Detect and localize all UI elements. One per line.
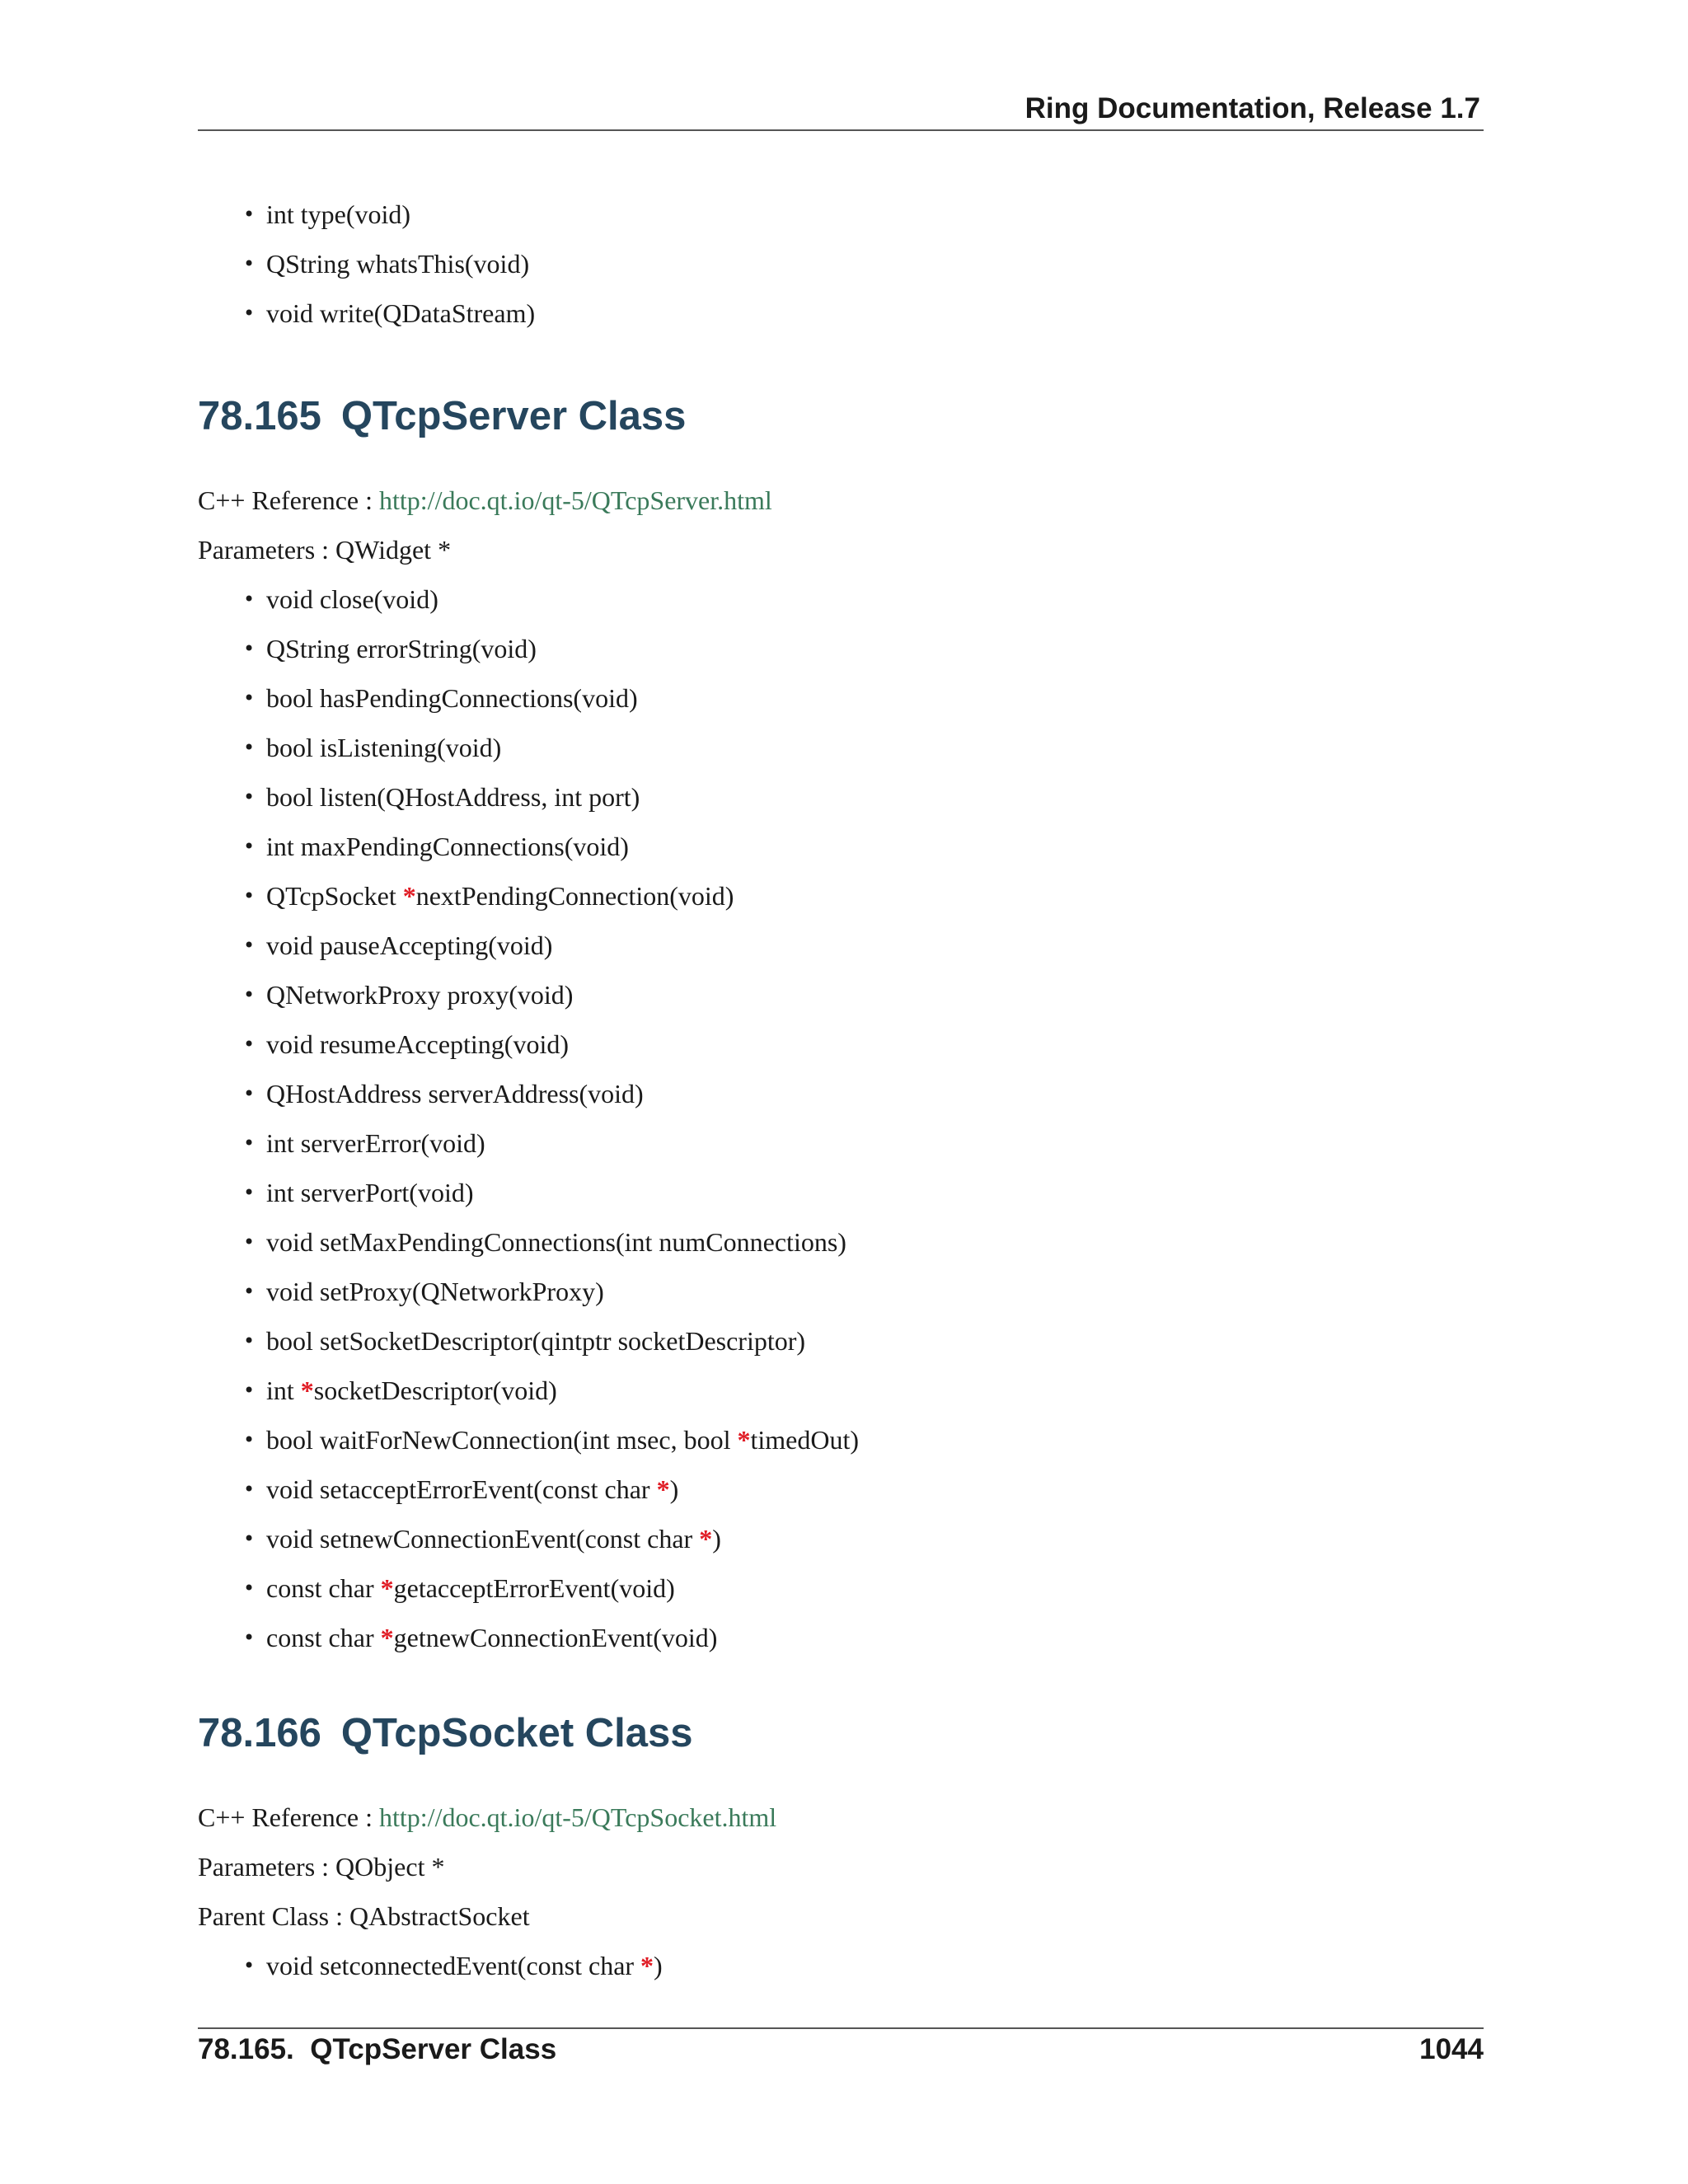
list-item: • void write(QDataStream) [243, 298, 536, 328]
list-item: • QString whatsThis(void) [243, 249, 530, 279]
bullet-icon: • [243, 252, 256, 275]
pointer-asterisk: * [699, 1524, 713, 1554]
pointer-asterisk: * [300, 1376, 314, 1405]
intro-method-list [198, 198, 1484, 346]
list-item: • void pauseAccepting(void) [243, 930, 553, 960]
bullet-icon: • [243, 785, 256, 808]
bullet-icon: • [243, 1329, 256, 1352]
bullet-icon: • [243, 934, 256, 957]
bullet-icon: • [243, 1428, 256, 1451]
parameters-line: Parameters : QWidget * [198, 535, 452, 565]
bullet-icon: • [243, 1033, 256, 1056]
list-item: • bool listen(QHostAddress, int port) [243, 782, 640, 812]
section-heading-qtcpsocket: 78.166 QTcpSocket Class [198, 1711, 693, 1755]
header-rule [198, 129, 1484, 131]
page-number: 1044 [1419, 2033, 1484, 2065]
list-item: • QString errorString(void) [243, 634, 537, 663]
cpp-reference-line: C++ Reference : http://doc.qt.io/qt-5/QTcpServer.html [198, 485, 772, 515]
qtcpsocket-method-list [198, 1949, 1484, 1999]
parameters-line: Parameters : QObject * [198, 1852, 445, 1882]
list-item: • const char *getacceptErrorEvent(void) [243, 1573, 675, 1603]
list-item: • void setProxy(QNetworkProxy) [243, 1277, 604, 1306]
list-item: • const char *getnewConnectionEvent(void) [243, 1623, 718, 1652]
list-item: • int type(void) [243, 199, 411, 229]
footer-rule [198, 2027, 1484, 2029]
list-item: • void setacceptErrorEvent(const char *) [243, 1474, 679, 1504]
list-item: • bool setSocketDescriptor(qintptr socketDescriptor) [243, 1326, 806, 1356]
bullet-icon: • [243, 637, 256, 660]
footer-section-title: 78.165. QTcpServer Class [198, 2033, 557, 2065]
bullet-icon: • [243, 1280, 256, 1303]
running-header: Ring Documentation, Release 1.7 [1025, 92, 1480, 124]
pointer-asterisk: * [402, 881, 416, 911]
list-item: • bool hasPendingConnections(void) [243, 683, 638, 713]
list-item: • void close(void) [243, 584, 438, 614]
bullet-icon: • [243, 884, 256, 907]
cpp-reference-line: C++ Reference : http://doc.qt.io/qt-5/QTcpSocket.html [198, 1802, 777, 1832]
list-item: • int *socketDescriptor(void) [243, 1376, 557, 1405]
bullet-icon: • [243, 1132, 256, 1155]
section-heading-qtcpserver: 78.165 QTcpServer Class [198, 394, 687, 438]
list-item: • QHostAddress serverAddress(void) [243, 1079, 644, 1108]
bullet-icon: • [243, 687, 256, 710]
list-item: • int serverPort(void) [243, 1178, 474, 1207]
pointer-asterisk: * [656, 1474, 670, 1504]
list-item: • void setMaxPendingConnections(int numConnections) [243, 1227, 846, 1257]
bullet-icon: • [243, 835, 256, 858]
bullet-icon: • [243, 1626, 256, 1649]
list-item: • int maxPendingConnections(void) [243, 832, 629, 861]
list-item: • void setconnectedEvent(const char *) [243, 1951, 663, 1980]
list-item: • QNetworkProxy proxy(void) [243, 980, 574, 1010]
parent-class-line: Parent Class : QAbstractSocket [198, 1901, 530, 1931]
list-item: • QTcpSocket *nextPendingConnection(void) [243, 881, 734, 911]
bullet-icon: • [243, 302, 256, 325]
bullet-icon: • [243, 1577, 256, 1600]
reference-link[interactable]: http://doc.qt.io/qt-5/QTcpSocket.html [379, 1802, 777, 1832]
list-item: • bool isListening(void) [243, 733, 502, 762]
bullet-icon: • [243, 588, 256, 611]
reference-link[interactable]: http://doc.qt.io/qt-5/QTcpServer.html [379, 485, 772, 515]
bullet-icon: • [243, 1230, 256, 1254]
bullet-icon: • [243, 1082, 256, 1105]
pointer-asterisk: * [380, 1623, 394, 1652]
qtcpserver-method-list [198, 583, 1484, 1671]
bullet-icon: • [243, 1181, 256, 1204]
list-item: • bool waitForNewConnection(int msec, bool *timedOut) [243, 1425, 859, 1455]
pointer-asterisk: * [380, 1573, 394, 1603]
bullet-icon: • [243, 983, 256, 1006]
bullet-icon: • [243, 1527, 256, 1550]
list-item: • int serverError(void) [243, 1128, 485, 1158]
list-item: • void setnewConnectionEvent(const char *) [243, 1524, 721, 1554]
bullet-icon: • [243, 1379, 256, 1402]
pointer-asterisk: * [737, 1425, 751, 1455]
bullet-icon: • [243, 1478, 256, 1501]
bullet-icon: • [243, 736, 256, 759]
bullet-icon: • [243, 1954, 256, 1977]
pointer-asterisk: * [640, 1951, 654, 1980]
bullet-icon: • [243, 203, 256, 226]
list-item: • void resumeAccepting(void) [243, 1029, 569, 1059]
